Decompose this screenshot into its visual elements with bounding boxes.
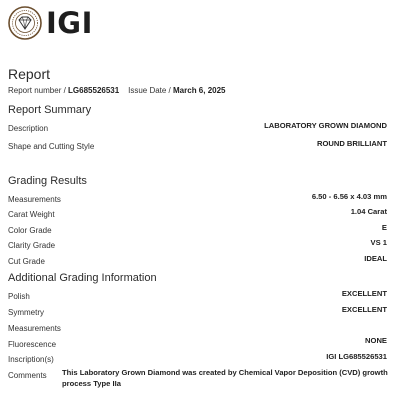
comments-value: This Laboratory Grown Diamond was created by Chemical Vapor Deposition (CVD) growth process Type IIa [62,368,388,388]
report-meta [8,86,226,95]
additional-row-value: EXCELLENT [341,289,387,298]
grading-row-value: IDEAL [364,254,387,263]
additional-row-label: Comments [8,371,47,380]
summary-row-value: LABORATORY GROWN DIAMOND [264,121,387,130]
grading-row-value: VS 1 [370,238,387,247]
report-summary-heading: Report Summary [8,104,92,116]
logo-wordmark: IGI [46,6,93,40]
grading-results-heading: Grading Results [8,175,87,187]
report-number-value: LG685526531 [68,86,120,95]
additional-row-value: IGI LG685526531 [326,352,387,361]
additional-row-value: NONE [365,336,387,345]
report-title: Report [8,66,51,82]
additional-row-label: Inscription(s) [8,355,54,364]
summary-row-value: ROUND BRILLIANT [316,139,387,148]
grading-row-value: E [381,223,387,232]
grading-row-label: Cut Grade [8,257,45,266]
grading-row-value: 1.04 Carat [350,207,387,216]
grading-row-label: Carat Weight [8,210,55,219]
summary-row-label: Description [8,124,49,133]
additional-row-label: Fluorescence [8,340,57,349]
igi-logo [8,6,93,40]
igi-seal-icon [8,6,42,40]
grading-row-label: Clarity Grade [8,241,56,250]
additional-grading-heading: Additional Grading Information [8,272,157,284]
additional-row-label: Symmetry [8,308,44,317]
issue-date-value: March 6, 2025 [173,86,226,95]
grading-row-value: 6.50 - 6.56 x 4.03 mm [311,192,387,201]
additional-row-label: Measurements [8,324,61,333]
additional-row-label: Polish [8,292,30,301]
additional-row-value: EXCELLENT [341,305,387,314]
grading-row-label: Color Grade [8,226,52,235]
issue-date-label: Issue Date / [128,86,171,95]
report-number-label: Report number / [8,86,66,95]
summary-row-label: Shape and Cutting Style [8,142,95,151]
grading-row-label: Measurements [8,195,61,204]
